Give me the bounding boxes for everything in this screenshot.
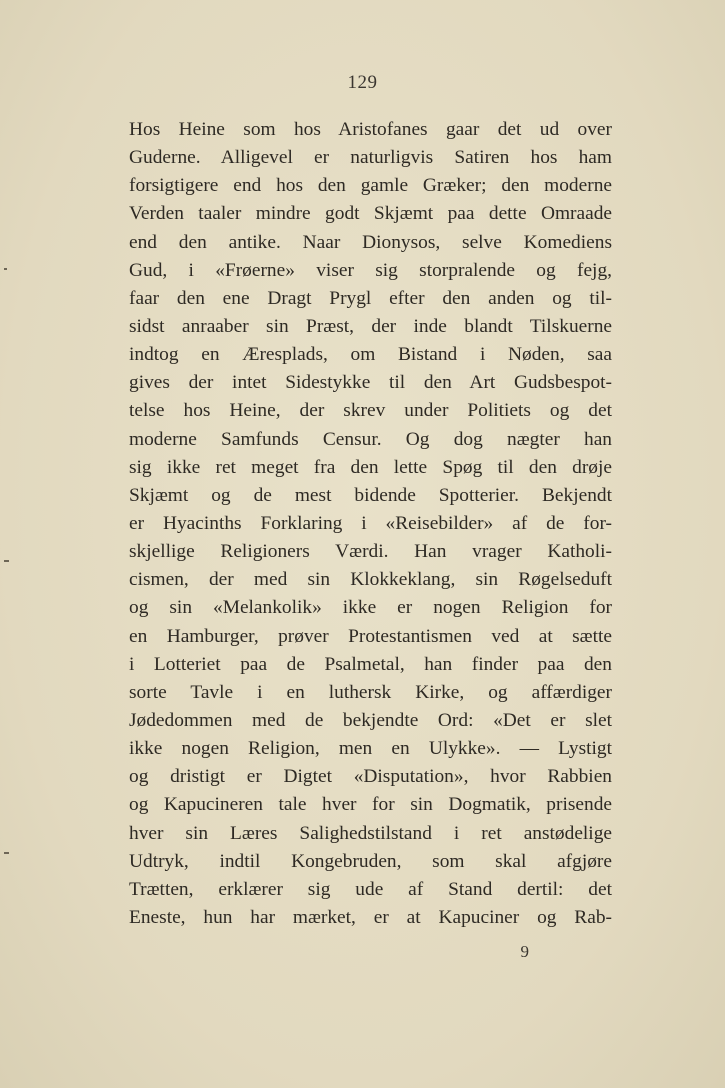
text-line: Skjæmt og de mest bidende Spotterier. Bekjendt xyxy=(129,484,612,506)
text-line: indtog en Æresplads, om Bistand i Nøden, saa xyxy=(129,344,612,366)
text-line: skjellige Religioners Værdi. Han vrager Katholi- xyxy=(129,541,612,563)
left-edge-mark xyxy=(4,560,9,562)
text-line: i Lotteriet paa de Psalmetal, han finder paa den xyxy=(129,653,612,675)
text-line: Guderne. Alligevel er naturligvis Satiren hos ham xyxy=(129,147,612,169)
left-edge-mark xyxy=(4,852,9,854)
text-line: sorte Tavle i en luthersk Kirke, og affærdiger xyxy=(129,681,612,703)
text-line: Verden taaler mindre godt Skjæmt paa dette Omraade xyxy=(129,203,612,225)
text-line: Eneste, hun har mærket, er at Kapuciner og Rab- xyxy=(129,906,612,928)
text-line: faar den ene Dragt Prygl efter den anden og til- xyxy=(129,287,612,309)
text-line: cismen, der med sin Klokkeklang, sin Røgelseduft xyxy=(129,569,612,591)
text-line: og sin «Melankolik» ikke er nogen Religion for xyxy=(129,597,612,619)
text-line: gives der intet Sidestykke til den Art Gudsbespot- xyxy=(129,372,612,394)
page-number: 129 xyxy=(347,72,378,93)
text-line: og dristigt er Digtet «Disputation», hvor Rabbien xyxy=(129,766,612,788)
text-line: hver sin Læres Salighedstilstand i ret anstødelige xyxy=(129,822,612,844)
text-line: sig ikke ret meget fra den lette Spøg til den drøje xyxy=(129,456,612,478)
text-line: ikke nogen Religion, men en Ulykke». — Lystigt xyxy=(129,738,612,760)
text-line: forsigtigere end hos den gamle Græker; den moderne xyxy=(129,175,612,197)
text-line: moderne Samfunds Censur. Og dog nægter han xyxy=(129,428,612,450)
signature-mark xyxy=(0,942,725,962)
text-line: og Kapucineren tale hver for sin Dogmatik, prisende xyxy=(129,794,612,816)
text-line: sidst anraaber sin Præst, der inde blandt Tilskuerne xyxy=(129,315,612,337)
left-edge-mark xyxy=(4,268,7,270)
text-line: en Hamburger, prøver Protestantismen ved at sætte xyxy=(129,625,612,647)
signature-number: 9 xyxy=(520,942,529,961)
text-line: Hos Heine som hos Aristofanes gaar det ud over xyxy=(129,119,612,140)
text-line: telse hos Heine, der skrev under Politiets og det xyxy=(129,400,612,422)
text-line: end den antike. Naar Dionysos, selve Komediens xyxy=(129,231,612,253)
text-line: Trætten, erklærer sig ude af Stand dertil: det xyxy=(129,878,612,900)
text-line: Udtryk, indtil Kongebruden, som skal afgjøre xyxy=(129,850,612,872)
text-line: Gud, i «Frøerne» viser sig storpralende og fejg, xyxy=(129,259,612,281)
text-line: er Hyacinths Forklaring i «Reisebilder» af de for- xyxy=(129,512,612,534)
text-line: Jødedommen med de bekjendte Ord: «Det er slet xyxy=(129,709,612,731)
body-text xyxy=(129,116,612,932)
